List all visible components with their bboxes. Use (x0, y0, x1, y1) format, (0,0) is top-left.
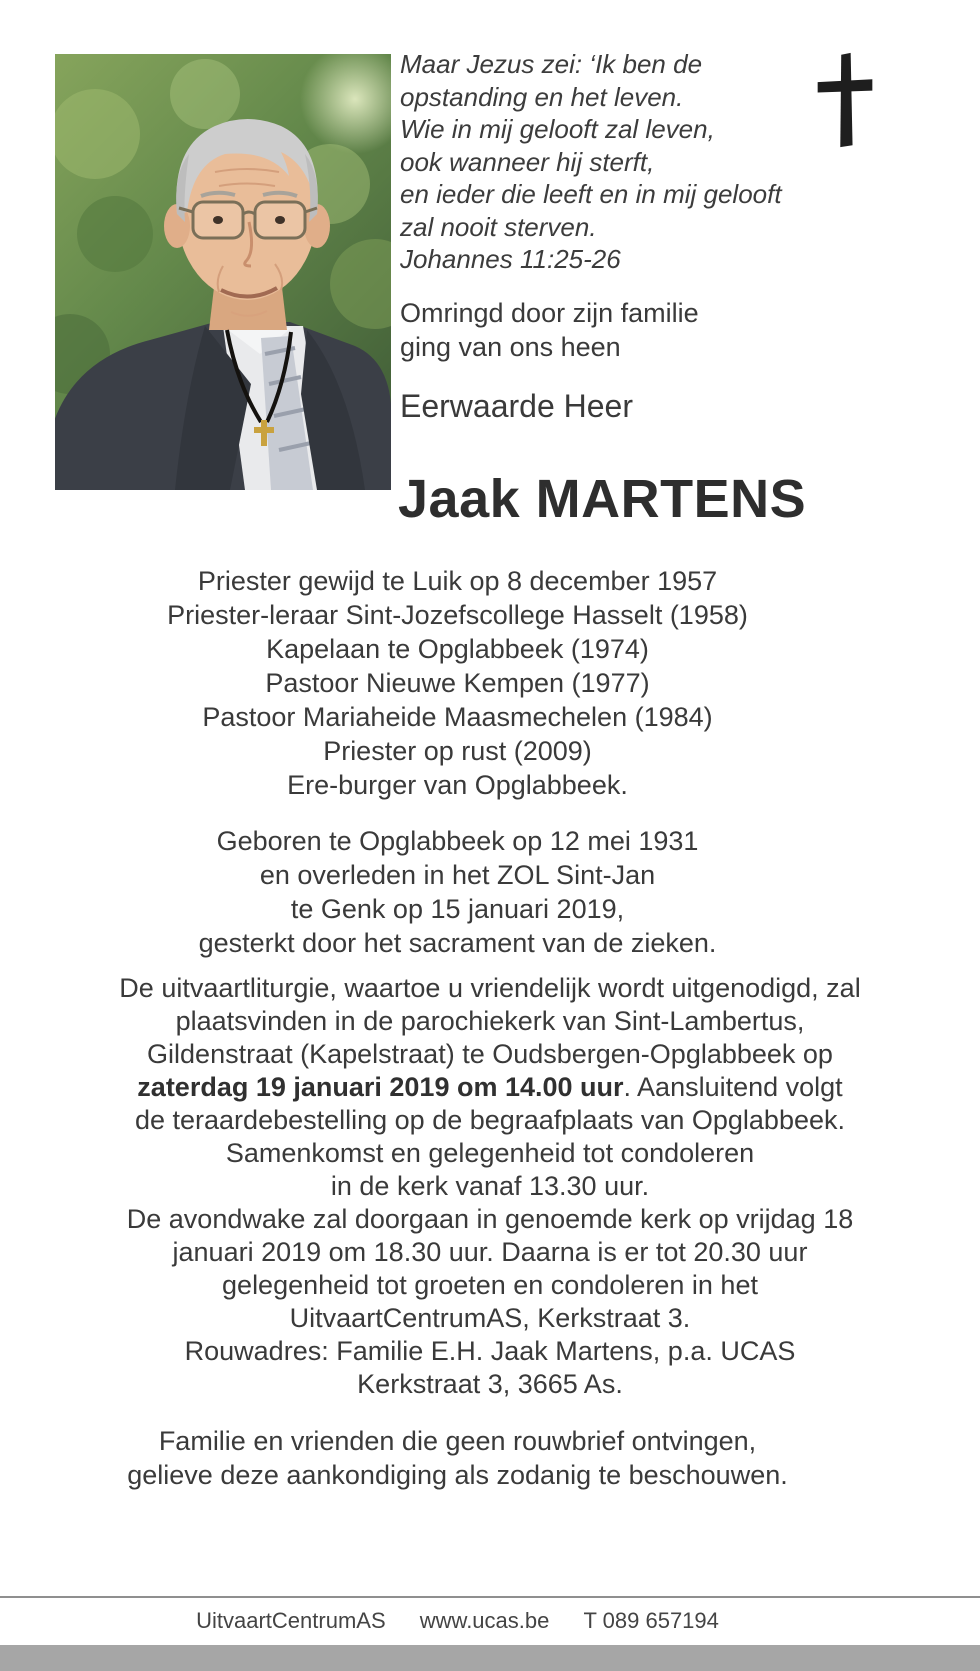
service-line: UitvaartCentrumAS, Kerkstraat 3. (289, 1303, 691, 1333)
career-line: Ere-burger van Opglabbeek. (287, 770, 628, 800)
notice-line: Familie en vrienden die geen rouwbrief ontvingen, (158, 1426, 757, 1456)
quote-citation: Johannes 11:25-26 (400, 244, 621, 274)
life-dates (0, 824, 915, 960)
intro-text (400, 296, 945, 364)
service-line: De uitvaartliturgie, waartoe u vriendelijk wordt uitgenodigd, zal (119, 973, 861, 1003)
service-line: Samenkomst en gelegenheid tot condoleren (225, 1138, 755, 1168)
phone: T 089 657194 (583, 1608, 719, 1633)
life-line: en overleden in het ZOL Sint-Jan (259, 860, 656, 890)
quote-line: ook wanneer hij sterft, (400, 146, 655, 177)
portrait-illustration (55, 54, 391, 490)
career-line: Pastoor Nieuwe Kempen (1977) (265, 668, 650, 698)
footer-divider (0, 1596, 980, 1598)
notice-text (0, 1424, 915, 1492)
career-list (0, 564, 915, 802)
service-date-suffix: . Aansluitend volgt (623, 1072, 843, 1102)
quote-line: zal nooit sterven. (400, 211, 597, 242)
career-line: Pastoor Mariaheide Maasmechelen (1984) (202, 702, 713, 732)
career-line: Priester op rust (2009) (323, 736, 592, 766)
service-line: de teraardebestelling op de begraafplaats van Opglabbeek. (134, 1105, 845, 1135)
scripture-quote (400, 48, 945, 276)
career-line: Priester-leraar Sint-Jozefscollege Hasselt (1958) (167, 600, 748, 630)
service-line: januari 2019 om 18.30 uur. Daarna is er tot 20.30 uur (172, 1237, 808, 1267)
quote-line: en ieder die leeft en in mij gelooft (400, 179, 782, 209)
notice-line: gelieve deze aankondiging als zodanig te beschouwen. (127, 1460, 788, 1490)
career-line: Priester gewijd te Luik op 8 december 1957 (197, 566, 718, 596)
career-line: Kapelaan te Opglabbeek (1974) (266, 634, 649, 664)
service-date-bold: zaterdag 19 januari 2019 om 14.00 uur (137, 1072, 624, 1102)
portrait-photo (55, 54, 391, 490)
service-line: in de kerk vanaf 13.30 uur. (330, 1171, 650, 1201)
quote-line: Wie in mij gelooft zal leven, (400, 114, 715, 144)
bottom-bar (0, 1645, 980, 1671)
intro-line: ging van ons heen (400, 332, 621, 362)
deceased-name: Jaak MARTENS (398, 469, 807, 529)
life-line: te Genk op 15 januari 2019, (290, 894, 625, 924)
service-line: Kerkstraat 3, 3665 As. (357, 1369, 623, 1399)
intro-line: Omringd door zijn familie (400, 298, 699, 328)
life-line: Geboren te Opglabbeek op 12 mei 1931 (216, 826, 699, 856)
service-details (28, 972, 952, 1401)
service-line: plaatsvinden in de parochiekerk van Sint-Lambertus, (175, 1006, 805, 1036)
service-line: gelegenheid tot groeten en condoleren in het (222, 1270, 758, 1300)
footer (0, 1608, 915, 1634)
service-line: De avondwake zal doorgaan in genoemde kerk op vrijdag 18 (126, 1204, 854, 1234)
service-line (28, 1071, 952, 1104)
website: www.ucas.be (419, 1608, 550, 1633)
funeral-home-name: UitvaartCentrumAS (196, 1608, 386, 1633)
quote-line: opstanding en het leven. (400, 81, 684, 112)
service-line: Gildenstraat (Kapelstraat) te Oudsbergen-Opglabbeek op (147, 1039, 833, 1069)
honorific: Eerwaarde Heer (400, 388, 633, 424)
service-line: Rouwadres: Familie E.H. Jaak Martens, p.a. UCAS (184, 1336, 796, 1366)
life-line: gesterkt door het sacrament van de zieken. (198, 928, 717, 958)
quote-line: Maar Jezus zei: ‘Ik ben de (400, 49, 703, 79)
